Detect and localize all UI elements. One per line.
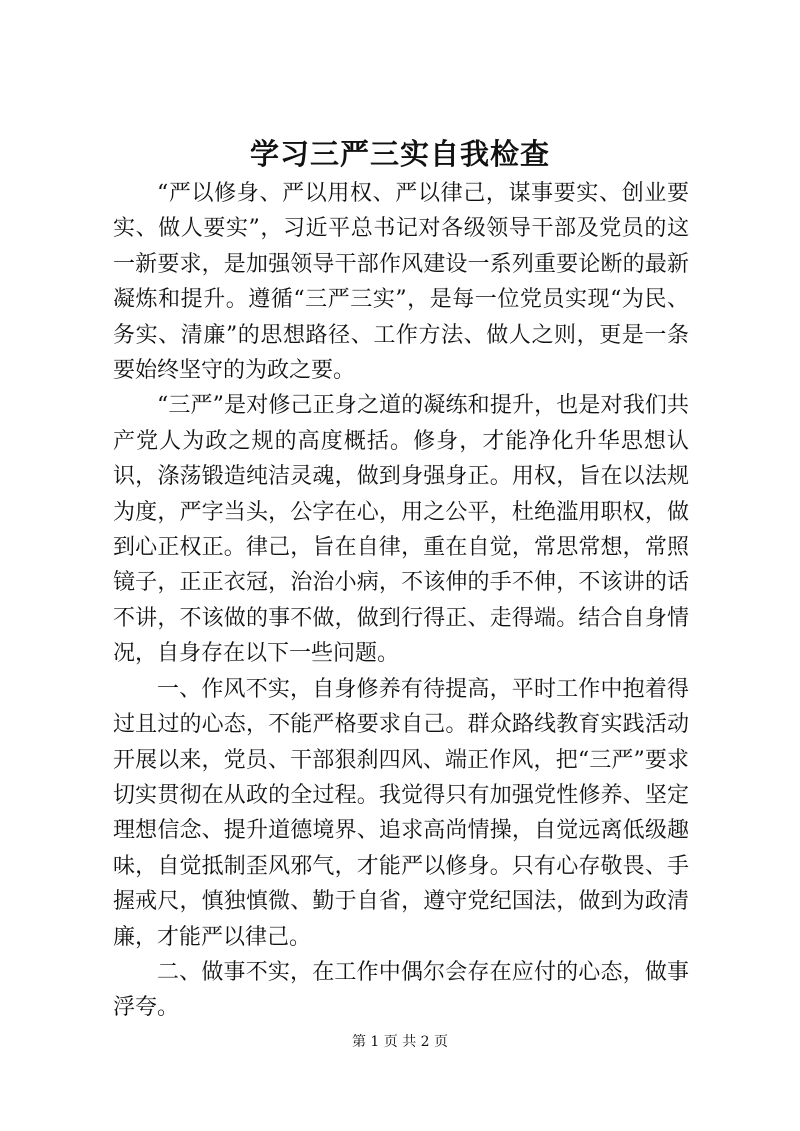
page-number-footer: 第 1 页 共 2 页 [351,1034,449,1050]
paragraph-3: 一、作风不实，自身修养有待提高，平时工作中抱着得过且过的心态，不能严格要求自己。群众路线教育实践活动开展以来，党员、干部狠刹四风、端正作风，把“三严”要求切实贯彻在从政的全过程。我觉得只有加强党性修养、坚定理想信念、提升道德境界、追求高尚情操，自觉远离低级趣味，自觉抵制歪风邪气，才能严以修身。只有心存敬畏、手握戒尺，慎独慎微、勤于自省，遵守党纪国法，做到为政清廉，才能严以律己。 [113,676,689,950]
paragraph-4: 二、做事不实，在工作中偶尔会存在应付的心态，做事浮夸。 [113,959,689,1021]
paragraph-2: “三严”是对修己正身之道的凝练和提升，也是对我们共产党人为政之规的高度概括。修身，才能净化升华思想认识，涤荡锻造纯洁灵魂，做到身强身正。用权，旨在以法规为度，严字当头，公字在心，用之公平，杜绝滥用职权，做到心正权正。律己，旨在自律，重在自觉，常思常想，常照镜子，正正衣冠，治治小病，不该伸的手不伸，不该讲的话不讲，不该做的事不做，做到行得正、走得端。结合自身情况，自身存在以下一些问题。 [113,393,689,667]
document-body [113,176,689,1026]
paragraph-1: “严以修身、严以用权、严以律己，谋事要实、创业要实、做人要实”，习近平总书记对各级领导干部及党员的这一新要求，是加强领导干部作风建设一系列重要论断的最新凝炼和提升。遵循“三严三实”，是每一位党员实现“为民、务实、清廉”的思想路径、工作方法、做人之则，更是一条要始终坚守的为政之要。 [113,181,689,384]
document-title: 学习三严三实自我检查 [249,137,550,171]
